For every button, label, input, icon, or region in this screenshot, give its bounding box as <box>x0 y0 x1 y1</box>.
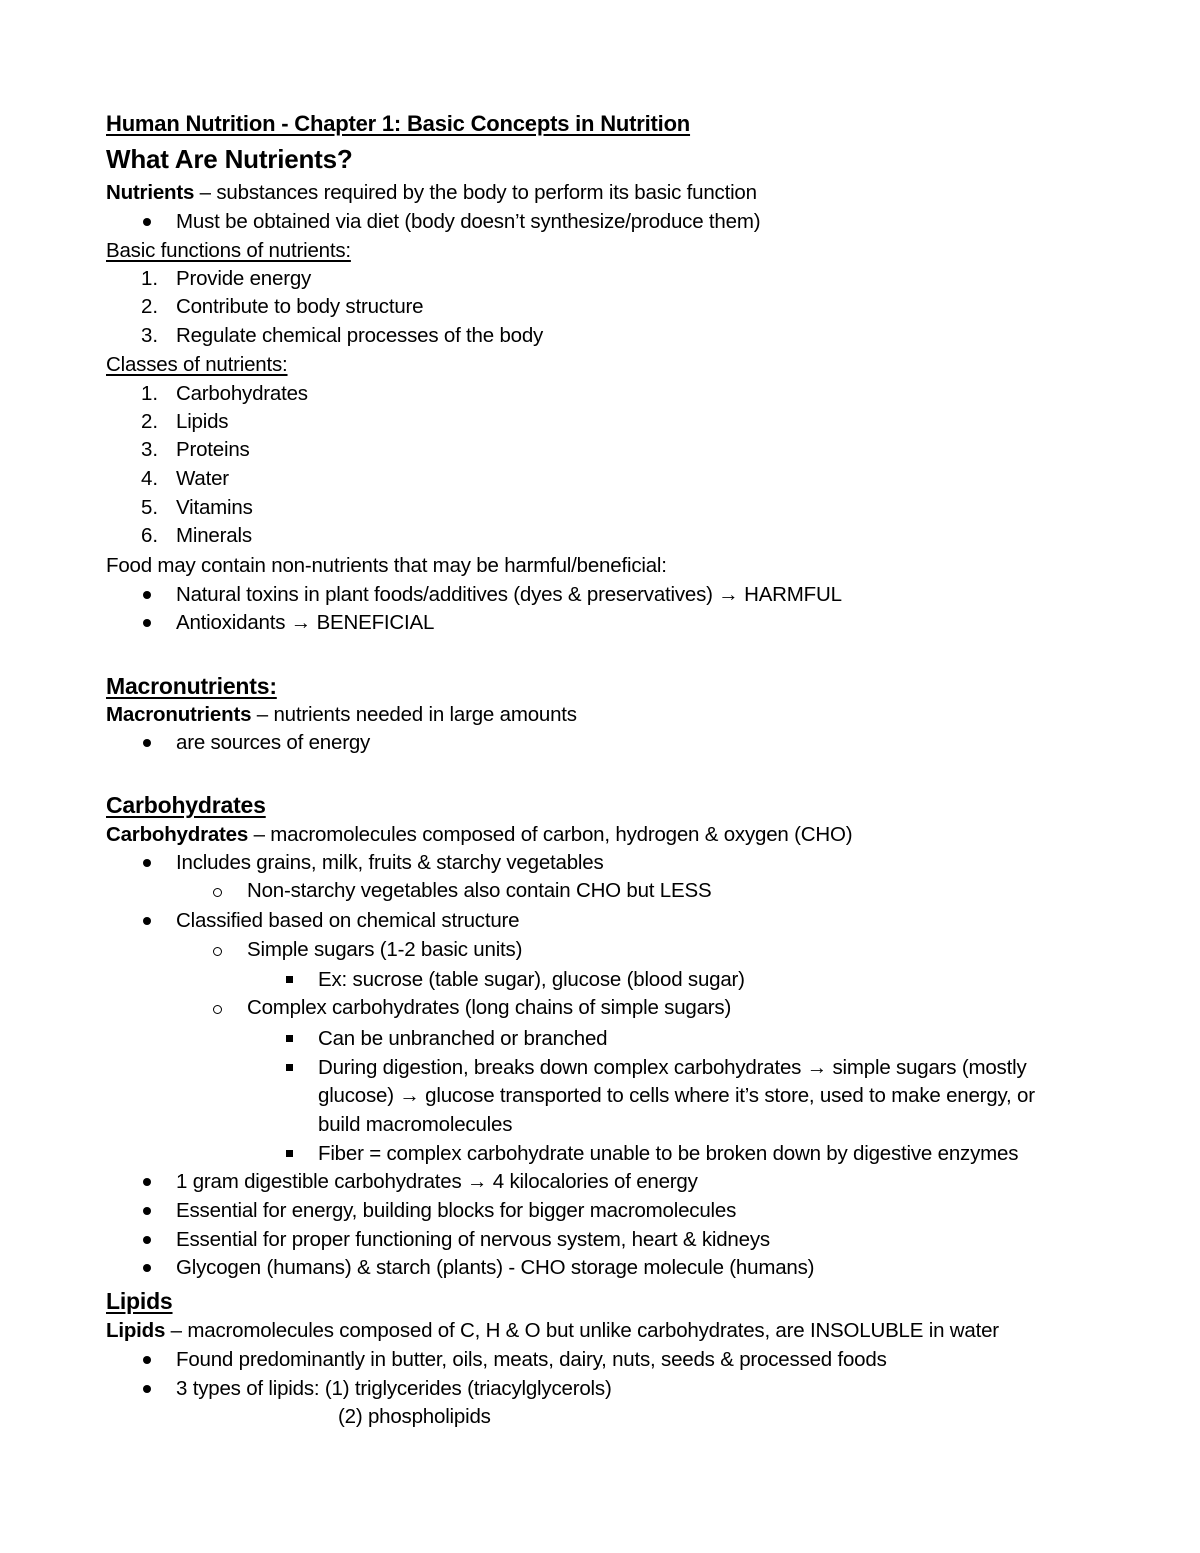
list-item: Antioxidants → BENEFICIAL <box>176 611 435 634</box>
list-number: 2. <box>141 410 159 433</box>
lipids-def-text: – macromolecules composed of C, H & O but unlike carbohydrates, are INSOLUBLE in water <box>165 1319 999 1342</box>
classes-label: Classes of nutrients: <box>106 353 288 376</box>
bullet-icon <box>143 739 151 747</box>
macronutrients-definition <box>106 701 577 729</box>
list-item: Proteins <box>176 438 250 461</box>
list-item: Vitamins <box>176 496 253 519</box>
bullet-icon <box>143 1264 151 1272</box>
list-item-continuation: (2) phospholipids <box>338 1405 491 1428</box>
bullet-icon <box>143 917 151 925</box>
square-bullet-icon <box>286 976 293 983</box>
list-number: 5. <box>141 496 159 519</box>
circle-bullet-icon <box>213 947 222 956</box>
heading-lipids: Lipids <box>106 1288 173 1314</box>
bullet-icon <box>143 1236 151 1244</box>
circle-bullet-icon <box>213 888 222 897</box>
bullet-icon <box>143 1207 151 1215</box>
basic-functions-label: Basic functions of nutrients: <box>106 239 351 262</box>
list-item: During digestion, breaks down complex carbohydrates → simple sugars (mostly <box>318 1056 1027 1079</box>
heading-macronutrients: Macronutrients: <box>106 673 277 699</box>
list-item-continuation: build macromolecules <box>318 1113 513 1136</box>
square-bullet-icon <box>286 1064 293 1071</box>
list-item: Classified based on chemical structure <box>176 909 520 932</box>
list-item: Carbohydrates <box>176 382 308 405</box>
list-item: Contribute to body structure <box>176 295 424 318</box>
lipids-term: Lipids <box>106 1319 166 1342</box>
list-item: Can be unbranched or branched <box>318 1027 608 1050</box>
list-item: Water <box>176 467 229 490</box>
circle-bullet-icon <box>213 1005 222 1014</box>
list-item: Found predominantly in butter, oils, meats, dairy, nuts, seeds & processed foods <box>176 1348 887 1371</box>
list-item: Complex carbohydrates (long chains of simple sugars) <box>247 996 732 1019</box>
bullet-icon <box>143 1178 151 1186</box>
list-item: Minerals <box>176 524 252 547</box>
list-number: 1. <box>141 267 159 290</box>
list-item: Includes grains, milk, fruits & starchy vegetables <box>176 851 604 874</box>
list-number: 3. <box>141 324 159 347</box>
macronutrients-term: Macronutrients <box>106 703 252 726</box>
list-number: 4. <box>141 467 159 490</box>
document-title: Human Nutrition - Chapter 1: Basic Concepts in Nutrition <box>106 111 691 136</box>
lipids-definition <box>106 1317 999 1345</box>
macronutrients-def-text: – nutrients needed in large amounts <box>251 703 577 726</box>
carbohydrates-term: Carbohydrates <box>106 823 249 846</box>
bullet-icon <box>143 619 151 627</box>
bullet-icon <box>143 1385 151 1393</box>
list-item: Glycogen (humans) & starch (plants) - CHO storage molecule (humans) <box>176 1256 815 1279</box>
carbohydrates-definition <box>106 821 852 849</box>
heading-carbohydrates: Carbohydrates <box>106 792 266 818</box>
square-bullet-icon <box>286 1035 293 1042</box>
list-item: Fiber = complex carbohydrate unable to be broken down by digestive enzymes <box>318 1142 1019 1165</box>
list-item: Non-starchy vegetables also contain CHO but LESS <box>247 879 712 902</box>
square-bullet-icon <box>286 1150 293 1157</box>
bullet-icon <box>143 859 151 867</box>
bullet-icon <box>143 1356 151 1364</box>
list-item: are sources of energy <box>176 731 371 754</box>
heading-what-are-nutrients: What Are Nutrients? <box>106 144 353 174</box>
list-number: 6. <box>141 524 159 547</box>
list-number: 1. <box>141 382 159 405</box>
nutrients-definition <box>106 179 757 207</box>
list-item: 1 gram digestible carbohydrates → 4 kilocalories of energy <box>176 1170 698 1193</box>
list-item: 3 types of lipids: (1) triglycerides (triacylglycerols) <box>176 1377 612 1400</box>
list-item: Regulate chemical processes of the body <box>176 324 544 347</box>
list-item: Simple sugars (1-2 basic units) <box>247 938 523 961</box>
list-item: Ex: sucrose (table sugar), glucose (blood sugar) <box>318 968 745 991</box>
bullet-icon <box>143 218 151 226</box>
carbohydrates-def-text: – macromolecules composed of carbon, hydrogen & oxygen (CHO) <box>248 823 853 846</box>
list-item: Essential for proper functioning of nervous system, heart & kidneys <box>176 1228 770 1251</box>
nutrients-term: Nutrients <box>106 181 195 204</box>
list-number: 2. <box>141 295 159 318</box>
list-item: Provide energy <box>176 267 312 290</box>
list-number: 3. <box>141 438 159 461</box>
non-nutrients-text: Food may contain non-nutrients that may be harmful/beneficial: <box>106 554 667 577</box>
list-item: Must be obtained via diet (body doesn’t synthesize/produce them) <box>176 210 761 233</box>
bullet-icon <box>143 591 151 599</box>
list-item: Natural toxins in plant foods/additives (dyes & preservatives) → HARMFUL <box>176 583 842 606</box>
list-item: Essential for energy, building blocks for bigger macromolecules <box>176 1199 737 1222</box>
list-item: Lipids <box>176 410 229 433</box>
nutrients-def-text: – substances required by the body to perform its basic function <box>194 181 757 204</box>
list-item-continuation: glucose) → glucose transported to cells where it’s store, used to make energy, or <box>318 1084 1035 1107</box>
